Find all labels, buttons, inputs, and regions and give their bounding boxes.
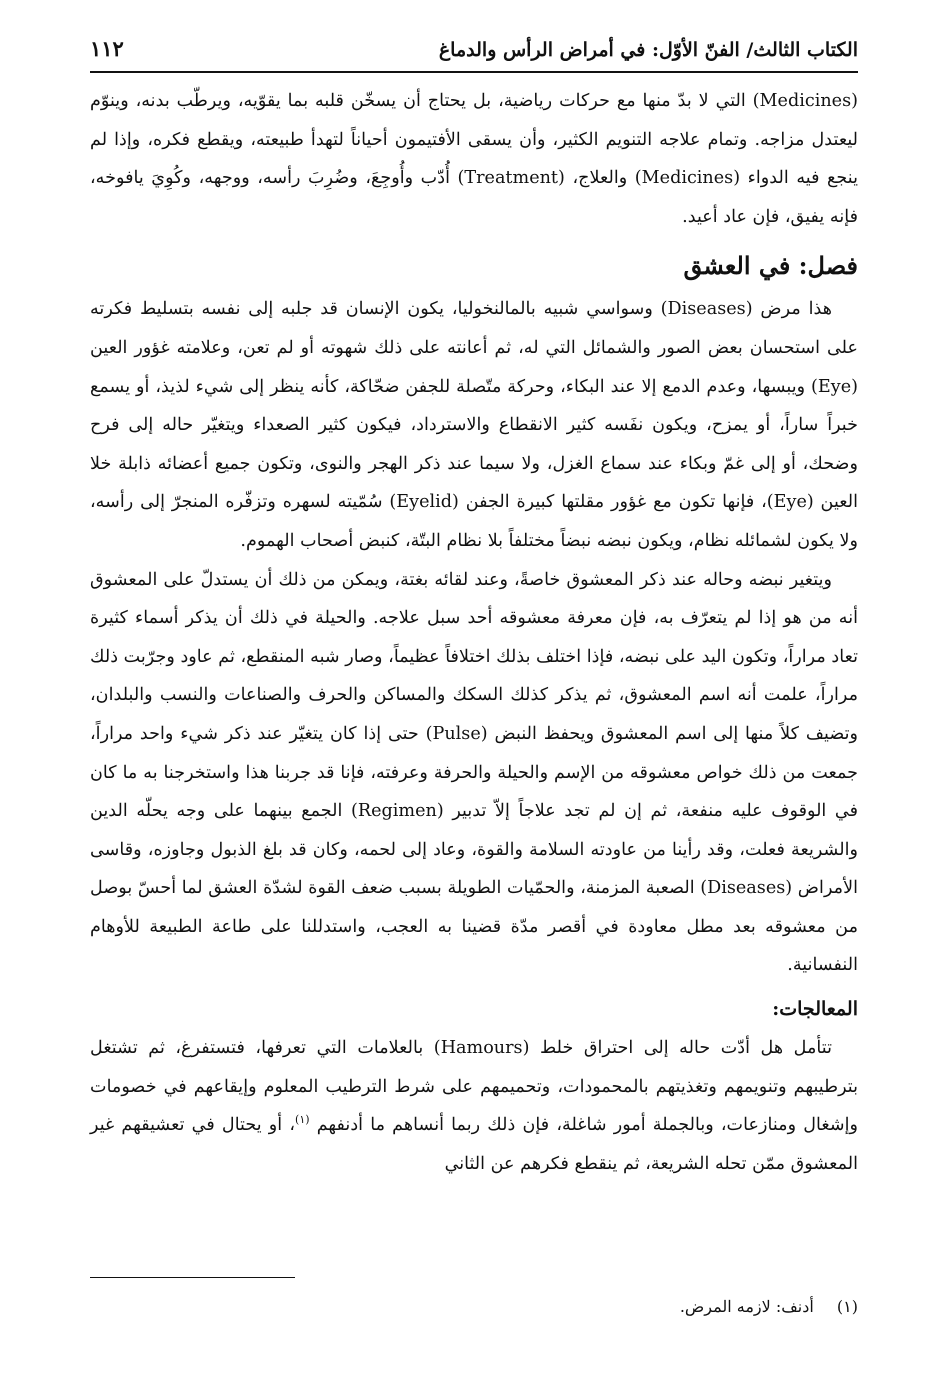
footnote-reference[interactable]: (١) xyxy=(295,1113,310,1127)
intro-paragraph: (Medicines) التي لا بدّ منها مع حركات رياضية، بل يحتاج أن يسخّن قلبه بما يقوّيه، ويرطّب بدنه، وينوّم ليعتدل مزاجه. وتمام علاجه التنويم الكثير، وأن يسقى الأفتيمون أحياناً لتهدأ طبيعته، ويقطع فكره، وإذا لم ينجع فيه الدواء (Medicines) والعلاج، (Treatment) أُدّب وأُوجِعَ، وضُرِبَ رأسه، ووجهه، وكُوِيَ يافوخه، فإنه يفيق، فإن عاد أعيد. xyxy=(90,91,858,227)
footnote xyxy=(90,1294,858,1320)
page-number: ١١٢ xyxy=(90,36,124,61)
section-heading: فصل: في العشق xyxy=(683,251,858,281)
footnote-number: (١) xyxy=(836,1297,858,1316)
intro-block xyxy=(90,82,858,236)
treatments-text: تتأمل هل أدّت حاله إلى احتراق خلط (Hamours) بالعلامات التي تعرفها، فتستفرغ، ثم تشتغل بترطيبهم وتنويمهم وتغذيتهم بالمحمودات، وتحميمهم على شرط الترطيب المعلوم وإيقاعهم في خصومات وإشغال ومنازعات، وبالجملة أمور شاغلة، فإن ذلك ربما أنساهم ما أدنفهم xyxy=(90,1038,858,1136)
footnote-text: أدنف: لازمه المرض. xyxy=(679,1297,814,1316)
treatments-heading: المعالجات: xyxy=(772,998,858,1021)
footnote-divider xyxy=(90,1277,295,1278)
love-paragraph-2: ويتغير نبضه وحاله عند ذكر المعشوق خاصةً، وعند لقائه بغتة، ويمكن من ذلك أن يستدلّ على المعشوق أنه من هو إذا لم يتعرّف به، فإن معرفة معشوقه أحد سبل علاجه. والحيلة في ذلك أن يذكر أسماء كثيرة تعاد مراراً، وتكون اليد على نبضه، فإذا اختلف بذلك اختلافاً عظيماً، وصار شبه المنقطع، ثم عاود وجرّبت ذلك مراراً، علمت أنه اسم المعشوق، ثم يذكر كذلك السكك والمساكن والحرف والصناعات والنسب والبلدان، وتضيف كلاً منها إلى اسم المعشوق ويحفظ النبض (Pulse) حتى إذا كان يتغيّر عند ذكر شيء واحد مراراً، جمعت من ذلك خواص معشوقه من الإسم والحيلة والحرفة وعرفته، فإنا قد جربنا هذا واستخرجنا به ما كان في الوقوف عليه منفعة، ثم إن لم تجد علاجاً إلاّ تدبير (Regimen) الجمع بينهما على وجه يحلّه الدين والشريعة فعلت، وقد رأينا من عاودته السلامة والقوة، وعاد إلى لحمه، وكان قد بلغ الذبول وجاوزه، وقاسى الأمراض (Diseases) الصعبة المزمنة، والحمّيات الطويلة بسبب ضعف القوة لشدّة العشق لما أحسّ بوصل من معشوقه بعد مطل معاودة في أقصر مدّة قضينا به العجب، واستدللنا على طاعة الطبيعة للأوهام النفسانية. xyxy=(90,569,858,976)
running-head-title: الكتاب الثالث/ الفنّ الأوّل: في أمراض الرأس والدماغ xyxy=(438,39,858,61)
treatments-paragraph xyxy=(90,1029,858,1183)
treatments-text-end: ، أو يحتال في تعشيقهم غير المعشوق ممّن تحله الشريعة، ثم ينقطع فكرهم عن الثاني xyxy=(90,1115,858,1174)
running-head xyxy=(90,36,858,73)
love-paragraph-1: هذا مرض (Diseases) وسواسي شبيه بالمالنخوليا، يكون الإنسان قد جلبه إلى نفسه بتسليط فكرته على استحسان بعض الصور والشمائل التي له، ثم أعانته على ذلك شهوته أو لم تعن، وعلامته غؤور العين (Eye) ويبسها، وعدم الدمع إلا عند البكاء، وحركة متّصلة للجفن ضحّاكة، كأنه ينظر إلى شيء لذيذ، أو يسمع خبراً ساراً، أو يمزح، ويكون نفَسه كثير الانقطاع والاسترداد، فيكون كثير الصعداء ويتغيّر حاله إلى فرح وضحك، أو إلى غمّ وبكاء عند سماع الغزل، ولا سيما عند ذكر الهجر والنوى، وتكون جميع أعضائه ذابلة خلا العين (Eye)، فإنها تكون مع غؤور مقلتها كبيرة الجفن (Eyelid) سُمّيته لسهره وتزفّره المنجرّ إلى رأسه، ولا يكون لشمائله نظام، ويكون نبضه نبضاً مختلفاً بلا نظام البتّة، كنبض أصحاب الهموم. xyxy=(90,299,858,551)
